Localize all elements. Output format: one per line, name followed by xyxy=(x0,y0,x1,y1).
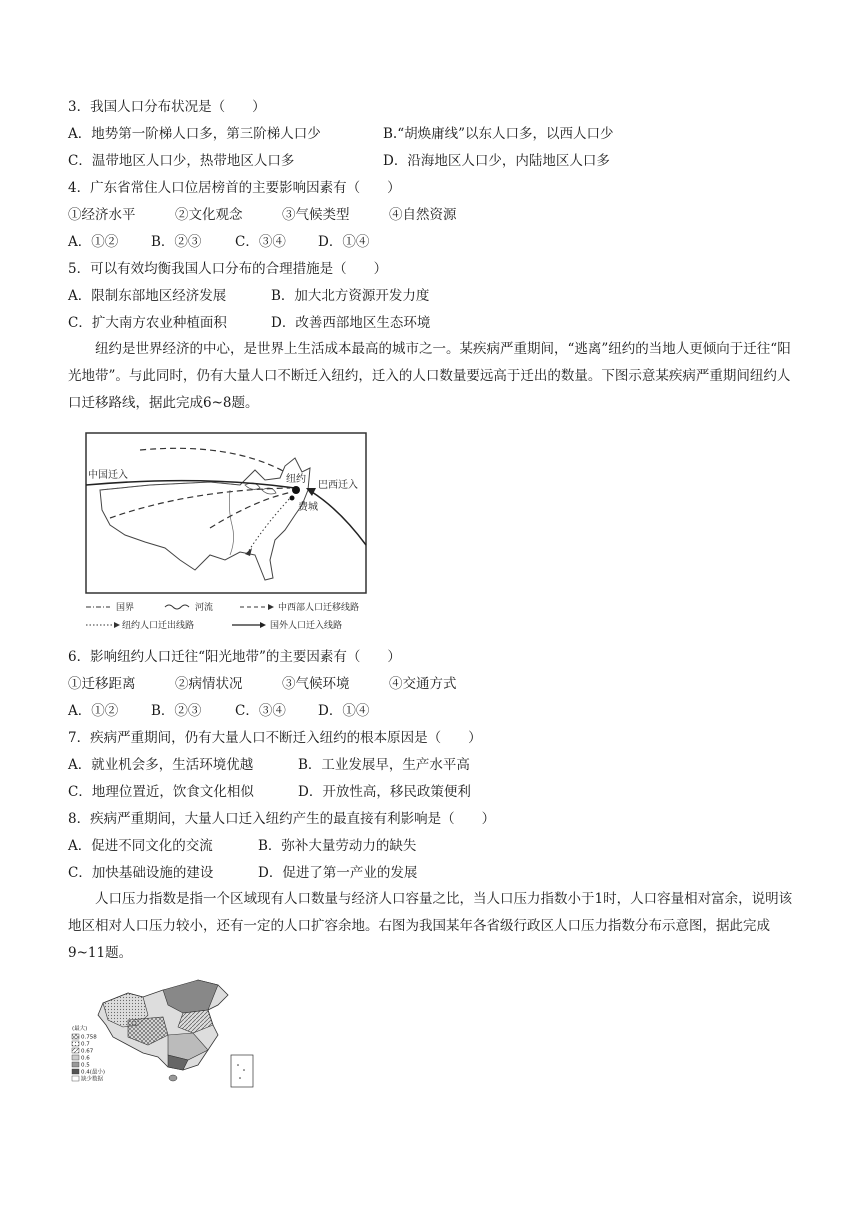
china-inflow-label: 中国迁入 xyxy=(88,470,128,481)
q4-option-b: B．②③ xyxy=(151,234,202,250)
q4-stem: 4．广东省常住人口位居榜首的主要影响因素有（ ） xyxy=(68,180,401,196)
q4-factor-3: ③气候类型 xyxy=(282,207,350,223)
china-pressure-map xyxy=(68,975,258,1095)
philadelphia-label: 费城 xyxy=(298,502,318,513)
q8-option-b: B．弥补大量劳动力的缺失 xyxy=(258,838,417,854)
q6-option-d: D．①④ xyxy=(318,703,370,719)
legend-v3: 0.67 xyxy=(81,1048,94,1055)
q7-option-a: A．就业机会多，生活环境优越 xyxy=(68,757,254,773)
legend-max: (最大) xyxy=(72,1026,88,1032)
q6-factor-2: ②病情状况 xyxy=(175,676,243,692)
q8-option-d: D．促进了第一产业的发展 xyxy=(258,865,418,881)
passage-population-pressure-text: 人口压力指数是指一个区域现有人口数量与经济人口容量之比，当人口压力指数小于1时，人口容量相对富余，说明该地区相对人口压力较小，还有一定的人口扩容余地。右图为我国某年各省级行政区人口压力指数分布示意图，据此完成9~11题。 xyxy=(68,891,793,961)
q7-stem: 7．疾病严重期间，仍有大量人口不断迁入纽约的根本原因是（ ） xyxy=(68,730,482,746)
q3-option-a: A．地势第一阶梯人口多，第三阶梯人口少 xyxy=(68,126,321,142)
q4-factor-2: ②文化观念 xyxy=(175,207,243,223)
q6-factor-4: ④交通方式 xyxy=(389,676,457,692)
q7-option-c: C．地理位置近，饮食文化相似 xyxy=(68,784,254,800)
passage-newyork xyxy=(68,336,803,417)
legend-river: 河流 xyxy=(195,603,214,613)
q8-option-c: C．加快基础设施的建设 xyxy=(68,865,214,881)
map2-legend xyxy=(72,1024,105,1083)
q5-option-b: B．加大北方资源开发力度 xyxy=(271,288,430,304)
q6-option-a: A．①② xyxy=(68,703,119,719)
q6-option-b: B．②③ xyxy=(151,703,202,719)
q7-option-b: B．工业发展早，生产水平高 xyxy=(298,757,470,773)
legend-v5: 0.5 xyxy=(81,1062,90,1069)
q6-option-c: C．③④ xyxy=(235,703,286,719)
legend-foreign: 国外人口迁入线路 xyxy=(270,621,343,631)
q6-stem: 6．影响纽约人口迁往“阳光地带”的主要因素有（ ） xyxy=(68,649,401,665)
q3-option-d: D．沿海地区人口少，内陆地区人口多 xyxy=(383,153,610,169)
legend-midwest: 中西部人口迁移线路 xyxy=(278,603,360,613)
q4-factor-1: ①经济水平 xyxy=(68,207,136,223)
q4-option-a: A．①② xyxy=(68,234,119,250)
q5-option-a: A．限制东部地区经济发展 xyxy=(68,288,227,304)
q4-factor-4: ④自然资源 xyxy=(389,207,457,223)
q8-stem: 8．疾病严重期间，大量人口迁入纽约产生的最直接有利影响是（ ） xyxy=(68,811,496,827)
legend-v2: 0.7 xyxy=(81,1041,90,1048)
q4-option-c: C．③④ xyxy=(235,234,286,250)
q6-factor-3: ③气候环境 xyxy=(282,676,350,692)
q3-stem: 3．我国人口分布状况是（ ） xyxy=(68,99,266,115)
legend-v6: 0.4(最小) xyxy=(81,1069,106,1076)
newyork-label: 纽约 xyxy=(286,474,306,485)
q3-option-b: B.“胡焕庸线”以东人口多，以西人口少 xyxy=(383,126,614,142)
q5-option-d: D．改善西部地区生态环境 xyxy=(271,315,431,331)
legend-nodata: 缺少数据 xyxy=(81,1076,104,1083)
legend-v1: 0.758 xyxy=(81,1034,97,1041)
q5-stem: 5．可以有效均衡我国人口分布的合理措施是（ ） xyxy=(68,261,388,277)
passage-newyork-text: 纽约是世界经济的中心，是世界上生活成本最高的城市之一。某疾病严重期间，“逃离”纽约的当地人更倾向于迁往“阳光地带”。与此同时，仍有大量人口不断迁入纽约，迁入的人口数量要远高于迁出的数量。下图示意某疾病严重期间纽约人口迁移路线，据此完成6~8题。 xyxy=(68,341,791,411)
q6-factor-1: ①迁移距离 xyxy=(68,676,136,692)
q5-option-c: C．扩大南方农业种植面积 xyxy=(68,315,227,331)
map1-legend xyxy=(86,601,359,631)
legend-outflow: 纽约人口迁出线路 xyxy=(122,621,195,631)
legend-v4: 0.6 xyxy=(81,1055,90,1062)
newyork-migration-map xyxy=(80,430,380,635)
q4-option-d: D．①④ xyxy=(318,234,370,250)
q3-option-c: C．温带地区人口少，热带地区人口多 xyxy=(68,153,295,169)
passage-population-pressure xyxy=(68,886,803,967)
legend-border: 国界 xyxy=(116,603,135,613)
q7-option-d: D．开放性高，移民政策便利 xyxy=(298,784,471,800)
brazil-inflow-label: 巴西迁入 xyxy=(318,480,358,491)
q8-option-a: A．促进不同文化的交流 xyxy=(68,838,213,854)
